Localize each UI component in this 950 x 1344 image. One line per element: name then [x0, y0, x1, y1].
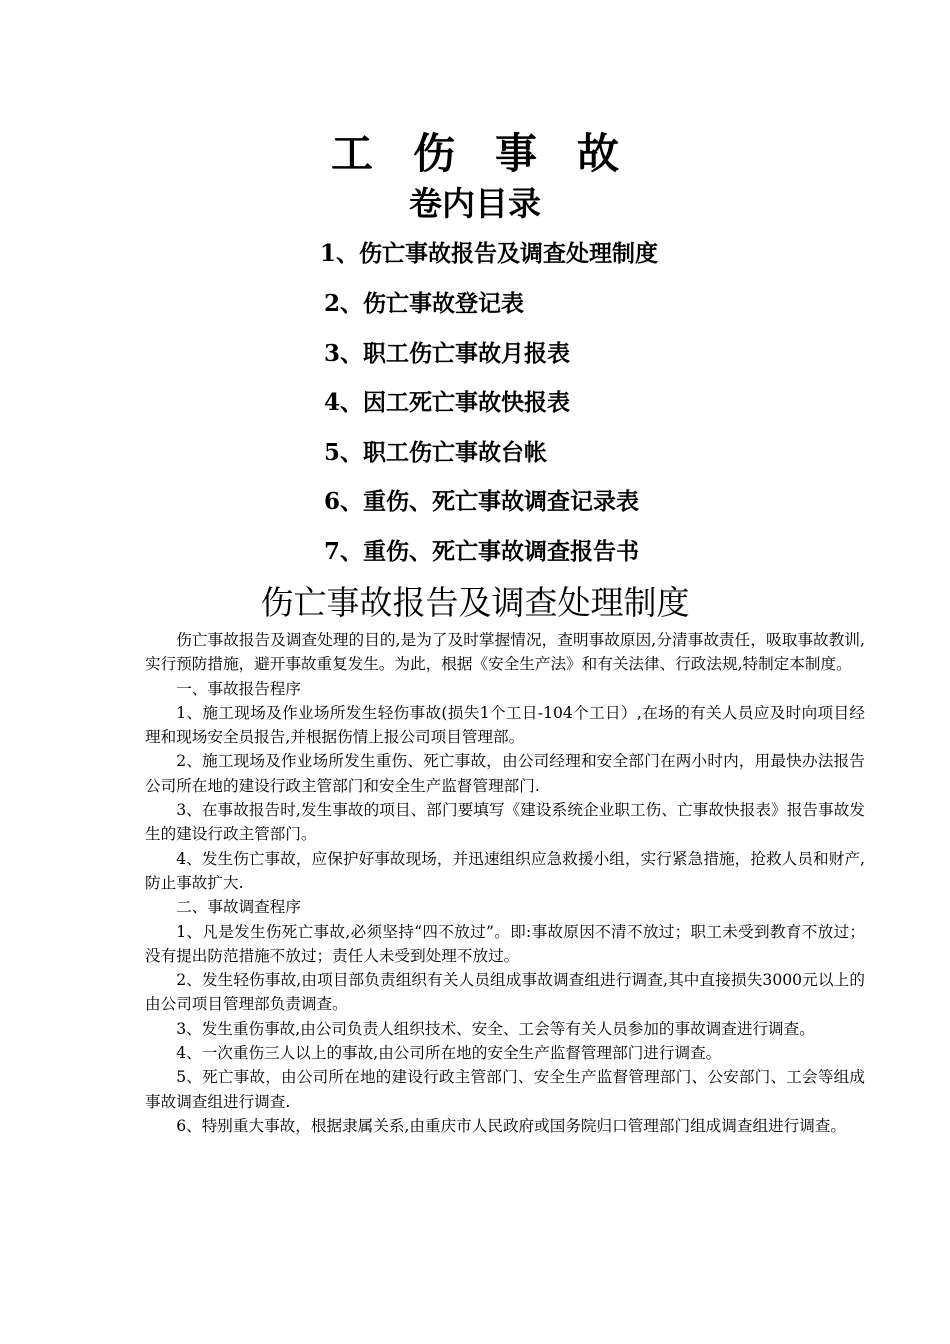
paragraph: 1、凡是发生伤死亡事故,必须坚持“四不放过”。即:事故原因不清不放过；职工未受到教育不放过；没有提出防范措施不放过；责任人未受到处理不放过。 — [145, 922, 865, 965]
section-heading: 伤亡事故报告及调查处理制度 — [260, 583, 690, 622]
toc-item: 3、职工伤亡事故月报表 — [324, 340, 571, 367]
paragraph: 3、在事故报告时,发生事故的项目、部门要填写《建设系统企业职工伤、亡事故快报表》报告事故发生的建设行政主管部门。 — [145, 801, 865, 844]
paragraph: 4、一次重伤三人以上的事故,由公司所在地的安全生产监督管理部门进行调查。 — [176, 1044, 722, 1063]
paragraph: 6、特别重大事故，根据隶属关系,由重庆市人民政府或国务院归口管理部门组成调查组进行调查。 — [176, 1116, 847, 1135]
paragraph: 2、发生轻伤事故,由项目部负责组织有关人员组成事故调查组进行调查,其中直接损失3000元以上的由公司项目管理部负责调查。 — [145, 971, 865, 1014]
paragraph: 伤亡事故报告及调查处理的目的,是为了及时掌握情况，查明事故原因,分清事故责任，吸取事故教训,实行预防措施，避开事故重复发生。为此，根据《安全生产法》和有关法律、行政法规,特制定本制度。 — [145, 631, 865, 674]
document-body — [145, 628, 865, 1138]
toc-item: 6、重伤、死亡事故调查记录表 — [324, 488, 640, 515]
paragraph: 4、发生伤亡事故，应保护好事故现场，并迅速组织应急救援小组，实行紧急措施，抢救人员和财产,防止事故扩大. — [145, 849, 865, 892]
subsection-heading: 一、事故报告程序 — [176, 679, 301, 698]
paragraph: 5、死亡事故，由公司所在地的建设行政主管部门、安全生产监督管理部门、公安部门、工会等组成事故调查组进行调查. — [145, 1068, 865, 1111]
toc-item: 2、伤亡事故登记表 — [324, 290, 525, 317]
toc-item: 5、职工伤亡事故台帐 — [324, 439, 548, 466]
paragraph: 3、发生重伤事故,由公司负责人组织技术、安全、工会等有关人员参加的事故调查进行调查。 — [176, 1019, 815, 1038]
document-title: 工伤事故 — [330, 129, 659, 178]
paragraph: 1、施工现场及作业场所发生轻伤事故(损失1个工日-104个工日）,在场的有关人员应及时向项目经理和现场安全员报告,并根据伤情上报公司项目管理部。 — [145, 703, 865, 747]
document-subtitle: 卷内目录 — [409, 184, 541, 223]
toc-item: 4、因工死亡事故快报表 — [324, 389, 571, 416]
toc-item: 7、重伤、死亡事故调查报告书 — [324, 538, 640, 565]
paragraph: 2、施工现场及作业场所发生重伤、死亡事故，由公司经理和安全部门在两小时内，用最快办法报告公司所在地的建设行政主管部门和安全生产监督管理部门. — [145, 752, 865, 795]
toc-item: 1、伤亡事故报告及调查处理制度 — [320, 240, 659, 267]
subsection-heading: 二、事故调查程序 — [176, 898, 301, 917]
